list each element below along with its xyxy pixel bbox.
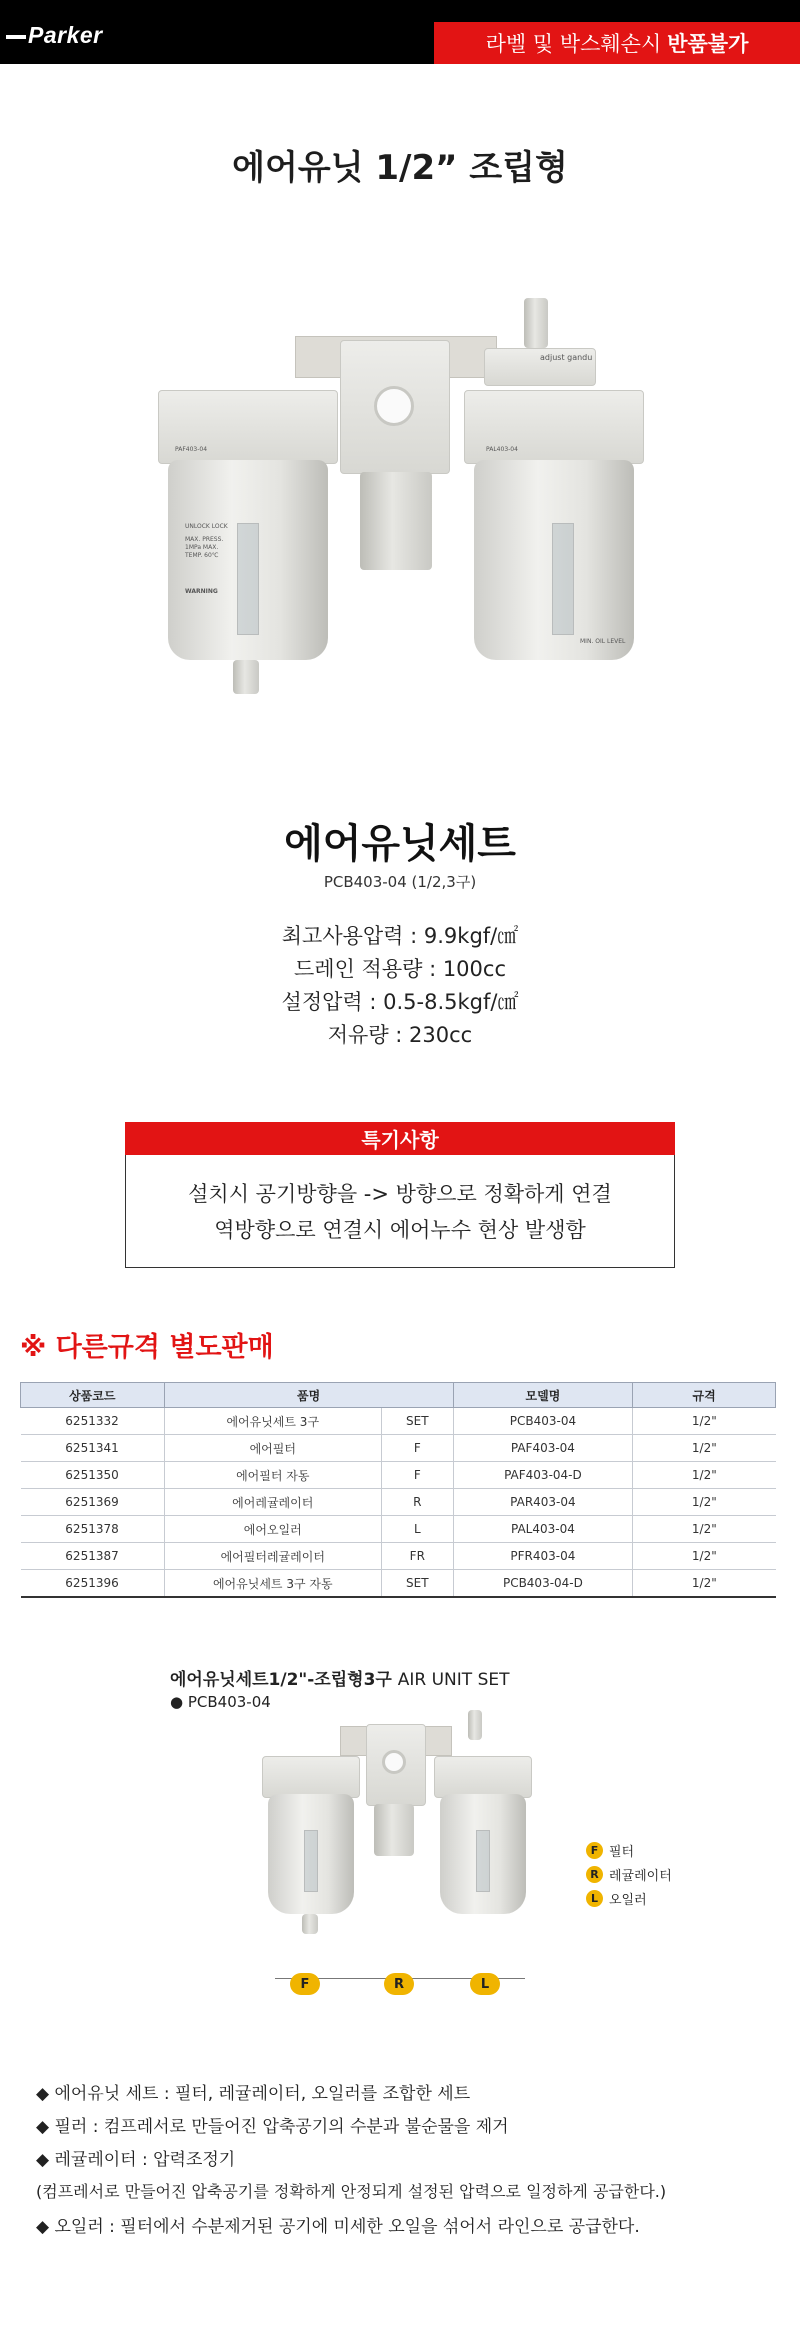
cell-name: 에어유닛세트 3구 자동 bbox=[164, 1570, 381, 1598]
lubricator-label: PAL403-04 bbox=[486, 446, 518, 453]
legend-f-icon: F bbox=[586, 1842, 603, 1859]
col-model: 모델명 bbox=[453, 1383, 633, 1408]
spec-max-pressure: 최고사용압력 : 9.9kgf/㎠ bbox=[281, 924, 519, 948]
cell-model: PAF403-04-D bbox=[453, 1462, 633, 1489]
dim-r-badge: R bbox=[384, 1973, 414, 1995]
col-code: 상품코드 bbox=[21, 1383, 165, 1408]
cell-name: 에어필터 자동 bbox=[164, 1462, 381, 1489]
bowl-lock-text: UNLOCK LOCK bbox=[185, 523, 228, 530]
spec-table bbox=[20, 1382, 776, 1598]
cell-name: 에어필터 bbox=[164, 1435, 381, 1462]
cell-size: 1/2" bbox=[633, 1435, 776, 1462]
legend-filter bbox=[586, 1841, 634, 1860]
desc-oiler: ◆ 오일러 : 필터에서 수분제거된 공기에 미세한 오일을 섞어서 라인으로 공급한다. bbox=[36, 2217, 640, 2237]
col-size: 규격 bbox=[633, 1383, 776, 1408]
cell-model: PAF403-04 bbox=[453, 1435, 633, 1462]
return-notice-banner bbox=[434, 22, 800, 64]
cell-name: 에어필터레귤레이터 bbox=[164, 1543, 381, 1570]
diagram-title-bold: 에어유닛세트1/2"-조립형3구 bbox=[170, 1670, 392, 1690]
cell-size: 1/2" bbox=[633, 1462, 776, 1489]
page-title: 에어유닛 1/2” 조립형 bbox=[232, 148, 568, 188]
col-name: 품명 bbox=[164, 1383, 453, 1408]
cell-name: 에어레귤레이터 bbox=[164, 1489, 381, 1516]
cell-size: 1/2" bbox=[633, 1543, 776, 1570]
legend-filter-label: 필터 bbox=[609, 1845, 635, 1860]
feature-line-1: 설치시 공기방향을 -> 방향으로 정확하게 연결 bbox=[188, 1182, 612, 1206]
table-row bbox=[21, 1570, 776, 1598]
table-row bbox=[21, 1543, 776, 1570]
cell-model: PCB403-04 bbox=[453, 1408, 633, 1435]
cell-name: 에어오일러 bbox=[164, 1516, 381, 1543]
table-row bbox=[21, 1489, 776, 1516]
cell-model: PAL403-04 bbox=[453, 1516, 633, 1543]
legend-regulator bbox=[586, 1865, 672, 1884]
dim-l-badge: L bbox=[470, 1973, 500, 1995]
product-name: 에어유닛세트 bbox=[284, 821, 516, 867]
cell-size: 1/2" bbox=[633, 1489, 776, 1516]
filter-label: PAF403-04 bbox=[175, 446, 208, 453]
desc-air-unit: ◆ 에어유닛 세트 : 필터, 레귤레이터, 오일러를 조합한 세트 bbox=[36, 2084, 471, 2104]
cell-size: 1/2" bbox=[633, 1408, 776, 1435]
table-row bbox=[21, 1435, 776, 1462]
feature-line-2: 역방향으로 연결시 에어누수 현상 발생함 bbox=[214, 1218, 586, 1242]
cell-type: FR bbox=[381, 1543, 453, 1570]
cell-type: SET bbox=[381, 1408, 453, 1435]
spec-oil-volume: 저유량 : 230cc bbox=[327, 1023, 473, 1047]
notice-text: 라벨 및 박스훼손시 bbox=[485, 32, 662, 56]
cell-code: 6251341 bbox=[21, 1435, 165, 1462]
diagram-title bbox=[170, 1665, 510, 1690]
cell-code: 6251387 bbox=[21, 1543, 165, 1570]
legend-regulator-label: 레귤레이터 bbox=[609, 1869, 672, 1884]
cell-model: PCB403-04-D bbox=[453, 1570, 633, 1598]
cell-size: 1/2" bbox=[633, 1516, 776, 1543]
spec-set-pressure: 설정압력 : 0.5-8.5kgf/㎠ bbox=[281, 990, 519, 1014]
table-row bbox=[21, 1516, 776, 1543]
lubricator-cap-text: adjust gandu bbox=[540, 353, 593, 362]
other-spec-heading: ※ 다른규격 별도판매 bbox=[20, 1332, 274, 1363]
feature-heading: 특기사항 bbox=[125, 1122, 675, 1155]
diagram-photo bbox=[262, 1720, 532, 1970]
bowl-press-text: MAX. PRESS. 1MPa MAX. TEMP. 60℃ bbox=[185, 536, 224, 559]
cell-name: 에어유닛세트 3구 bbox=[164, 1408, 381, 1435]
cell-type: F bbox=[381, 1462, 453, 1489]
cell-type: F bbox=[381, 1435, 453, 1462]
table-row bbox=[21, 1462, 776, 1489]
cell-type: R bbox=[381, 1489, 453, 1516]
diagram-model: ● PCB403-04 bbox=[170, 1693, 271, 1711]
cell-code: 6251396 bbox=[21, 1570, 165, 1598]
desc-regulator-detail: (컴프레서로 만들어진 압축공기를 정확하게 안정되게 설정된 압력으로 일정하게 공급한다.) bbox=[36, 2182, 667, 2201]
legend-l-icon: L bbox=[586, 1890, 603, 1907]
cell-model: PAR403-04 bbox=[453, 1489, 633, 1516]
cell-code: 6251369 bbox=[21, 1489, 165, 1516]
cell-code: 6251332 bbox=[21, 1408, 165, 1435]
diagram-title-en: AIR UNIT SET bbox=[397, 1670, 510, 1690]
cell-type: SET bbox=[381, 1570, 453, 1598]
product-photo bbox=[140, 318, 660, 738]
cell-code: 6251378 bbox=[21, 1516, 165, 1543]
notice-bold-text: 반품불가 bbox=[667, 32, 749, 56]
legend-oiler-label: 오일러 bbox=[609, 1893, 647, 1908]
bowl-warning-text: WARNING bbox=[185, 588, 218, 595]
legend-oiler bbox=[586, 1889, 647, 1908]
product-model: PCB403-04 (1/2,3구) bbox=[323, 873, 477, 891]
brand-name: Parker bbox=[28, 22, 103, 48]
cell-code: 6251350 bbox=[21, 1462, 165, 1489]
table-row bbox=[21, 1408, 776, 1435]
parker-logo bbox=[6, 22, 103, 49]
cell-size: 1/2" bbox=[633, 1570, 776, 1598]
cell-type: L bbox=[381, 1516, 453, 1543]
cell-model: PFR403-04 bbox=[453, 1543, 633, 1570]
desc-regulator: ◆ 레귤레이터 : 압력조정기 bbox=[36, 2150, 236, 2170]
dim-f-badge: F bbox=[290, 1973, 320, 1995]
bowl-oil-level-text: MIN. OIL LEVEL bbox=[580, 638, 626, 645]
desc-filter: ◆ 필러 : 컴프레서로 만들어진 압축공기의 수분과 불순물을 제거 bbox=[36, 2117, 509, 2137]
spec-drain-capacity: 드레인 적용량 : 100cc bbox=[294, 957, 506, 981]
table-header-row bbox=[21, 1383, 776, 1408]
legend-r-icon: R bbox=[586, 1866, 603, 1883]
